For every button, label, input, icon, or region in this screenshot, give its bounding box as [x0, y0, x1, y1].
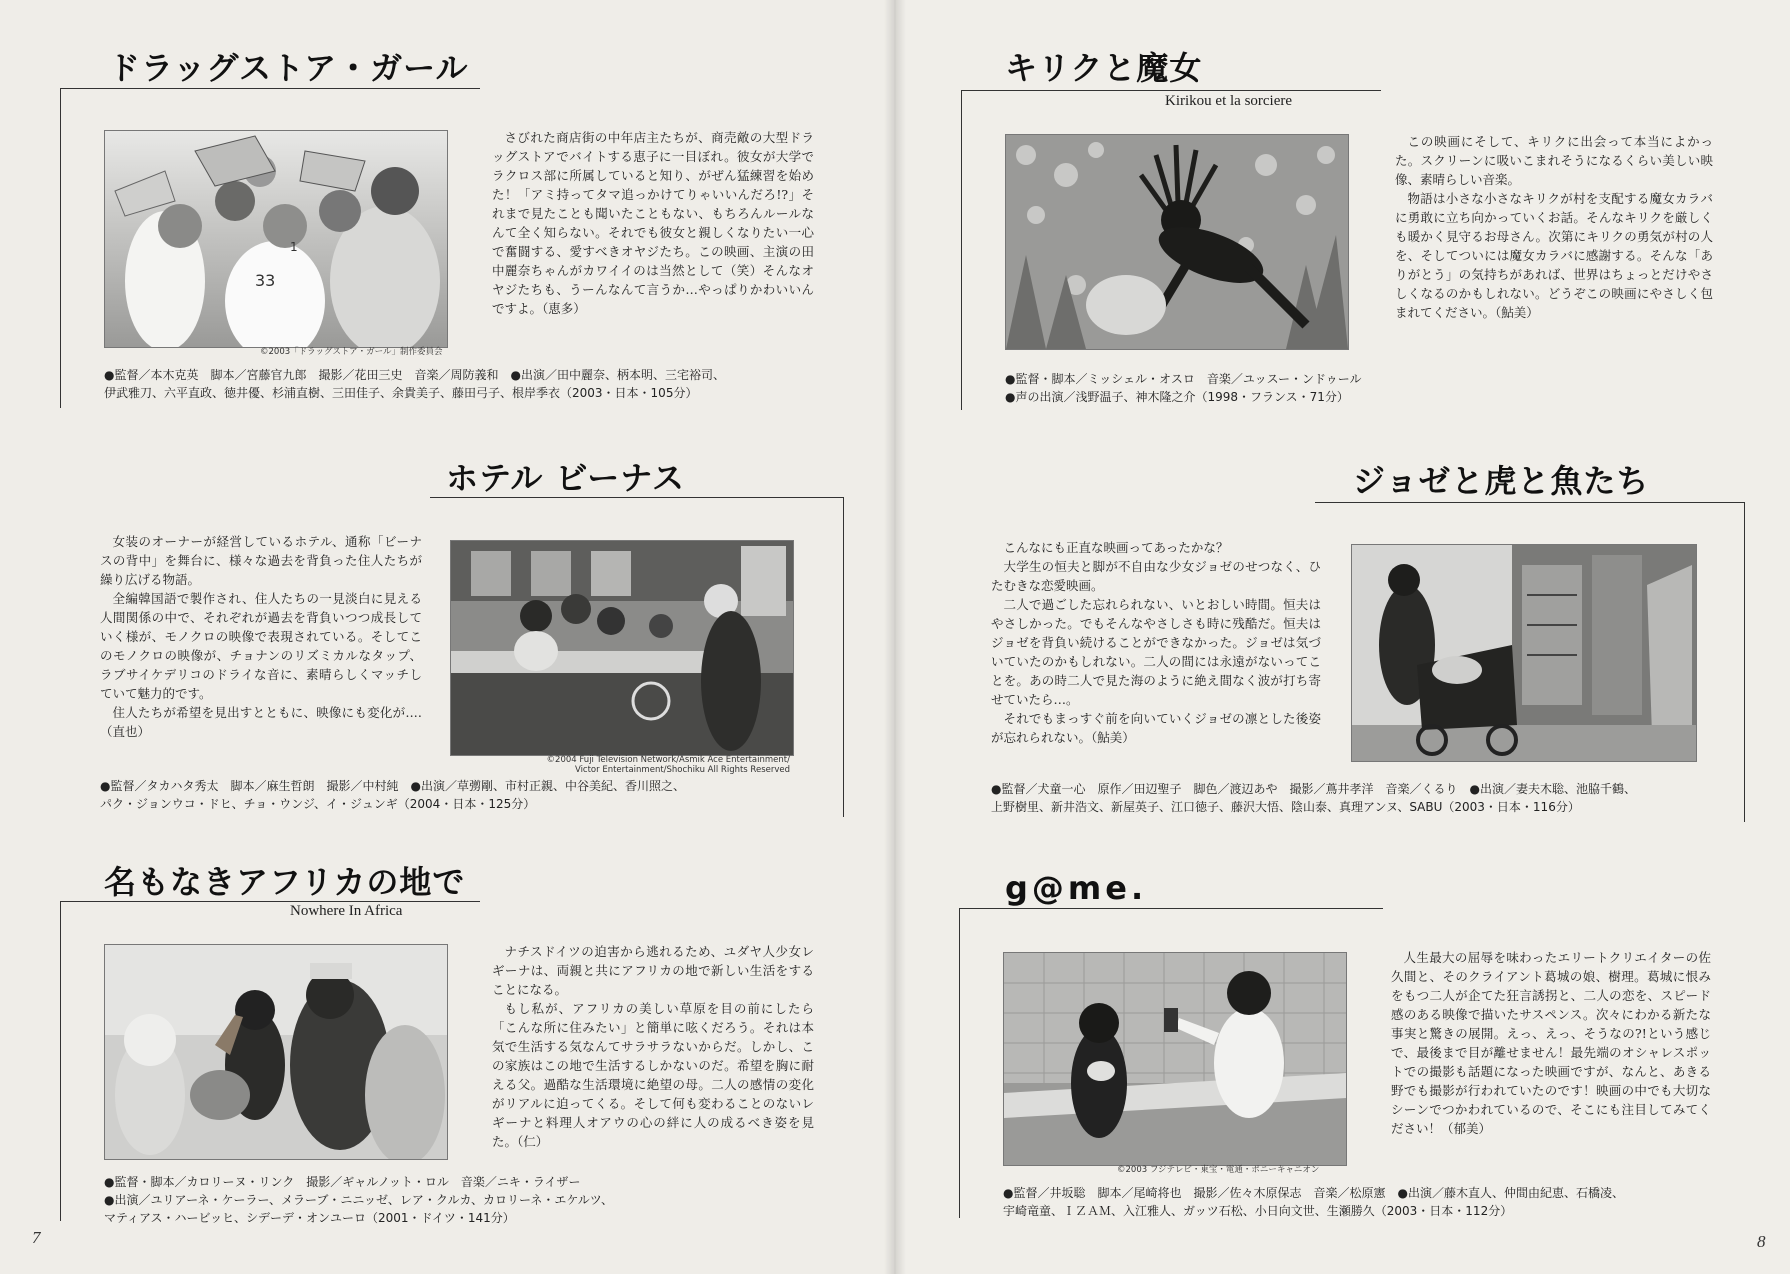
section-border-left: [961, 90, 962, 410]
photo-kirikou: [1005, 134, 1349, 350]
section-subtitle: Kirikou et la sorciere: [1165, 93, 1293, 109]
photo-caption: ©2004 Fuji Television Network/Asmik Ace Entertainment/ Victor Entertainment/Shochiku All Rights Reserved: [546, 755, 790, 775]
section-border-right: [843, 497, 844, 817]
photo-nowhere-in-africa: [104, 944, 448, 1160]
section-border-left: [60, 901, 61, 1221]
section-title: ドラッグストア・ガール: [108, 49, 469, 87]
section-title: 名もなきアフリカの地で: [104, 863, 466, 901]
credits: ●監督／タカハタ秀太 脚本／麻生哲朗 撮影／中村純 ●出演／草彅剛、市村正親、中谷美紀、香川照之、 パク・ジョンウコ・ドヒ、チョ・ウンジ、イ・ジュンギ（2004・日本・125分）: [100, 779, 685, 811]
svg-text:1: 1: [290, 240, 298, 254]
title-underline: [60, 88, 480, 89]
section-border-right: [1744, 502, 1745, 822]
title-underline: [1315, 502, 1745, 503]
section-border-left: [60, 88, 61, 408]
review-text: さびれた商店街の中年店主たちが、商売敵の大型ドラッグストアでバイトする恵子に一目ぼれ。彼女が大学でラクロス部に所属していると知り、がぜん猛練習を始めた！「アミ持ってタマ追っかけてりゃいいんだろ!?」それまで見たことも聞いたこともない、もちろんルールなんて全く知らない。それでも彼女と親しくなりたい一心で奮闘する、愛すべきオヤジたち。この映画、主演の田中麗奈ちゃんがカワイイのは当然として（笑）そんなオヤジたちも、うーんなんて言うか…やっぱりかわいいんですよ。（恵多）: [492, 130, 814, 316]
photo-game: [1003, 952, 1347, 1166]
credits: ●監督／本木克英 脚本／宮藤官九郎 撮影／花田三史 音楽／周防義和 ●出演／田中麗奈、柄本明、三宅裕司、 伊武雅刀、六平直政、徳井優、杉浦直樹、三田佳子、余貴美子、藤田弓子、根岸季衣（2003・日本・105分）: [104, 368, 725, 400]
section-title: ジョゼと虎と魚たち: [1353, 462, 1650, 500]
photo-josee: [1351, 544, 1697, 762]
review-text: ナチスドイツの迫害から逃れるため、ユダヤ人少女レギーナは、両親と共にアフリカの地で新しい生活をすることになる。 もし私が、アフリカの美しい草原を目の前にしたら「こんな所に住みたい」と簡単に呟くだろう。それは本気で生活する気なんてサラサラないからだ。しかし、この家族はこの地で生活するしかないのだ。希望を胸に耐える父。過酷な生活環境に絶望の母。二人の感情の変化がリアルに迫ってくる。そして何も変わることのないレギーナと料理人オアウの心の絆に人の成るべき姿を見た。（仁）: [492, 944, 814, 1149]
section-subtitle: Nowhere In Africa: [290, 903, 403, 919]
photo-caption: ©2003 フジテレビ・東宝・電通・ポニーキャニオン: [1117, 1165, 1320, 1175]
credits: ●監督／井坂聡 脚本／尾崎将也 撮影／佐々木原保志 音楽／松原憲 ●出演／藤木直人、仲間由紀恵、石橋凌、 宇崎竜童、ＩＺＡＭ、入江雅人、ガッツ石松、小日向文世、生瀬勝久（2003・日本・112分）: [1003, 1186, 1624, 1218]
section-title: ホテル ビーナス: [446, 459, 685, 497]
title-underline: [959, 908, 1383, 909]
review-text: 女装のオーナーが経営しているホテル、通称「ビーナスの背中」を舞台に、様々な過去を背負った住人たちが繰り広げる物語。 全編韓国語で製作され、住人たちの一見淡白に見える人間関係の中で、それぞれが過去を背負いつつ成長していく様が、モノクロの映像で表現されている。そしてこのモノクロの映像が、チョナンのリズミカルなタップ、ラブサイケデリコのドライな音に、素晴らしくマッチしていて魅力的です。 住人たちが希望を見出すとともに、映像にも変化が‥‥（直也）: [100, 534, 422, 739]
title-underline: [430, 497, 844, 498]
section-border-left: [959, 908, 960, 1218]
credits: ●監督・脚本／ミッシェル・オスロ 音楽／ユッスー・ンドゥール ●声の出演／浅野温子、神木隆之介（1998・フランス・71分）: [1005, 372, 1362, 404]
section-title: g@me.: [1005, 869, 1148, 907]
right-page: [895, 0, 1790, 1274]
book-gutter: [884, 0, 906, 1274]
title-underline: [961, 90, 1381, 91]
credits: ●監督・脚本／カロリーヌ・リンク 撮影／ギャルノット・ロル 音楽／ニキ・ライザー ●出演／ユリアーネ・ケーラー、メラーブ・ニニッゼ、レア・クルカ、カロリーネ・エケルツ、 マティアス・ハービッヒ、シデーデ・オンユーロ（2001・ドイツ・141分）: [104, 1175, 613, 1225]
photo-hotel-venus: [450, 540, 794, 756]
svg-text:33: 33: [255, 271, 276, 290]
review-text: この映画にそして、キリクに出会って本当によかった。スクリーンに吸いこまれそうになるくらい美しい映像、素晴らしい音楽。 物語は小さな小さなキリクが村を支配する魔女カラバに勇敢に立ち向かっていくお話。そんなキリクを厳しくも暖かく見守るお母さん。次第にキリクの勇気が村の人を、そしてついには魔女カラバに感謝する。そんな「ありがとう」の気持ちがあれば、世界はちょっとだけやさしくなるのかもしれない。どうぞこの映画にやさしく包まれてください。（鮎美）: [1395, 134, 1713, 320]
review-text: こんなにも正直な映画ってあったかな？ 大学生の恒夫と脚が不自由な少女ジョゼのせつなく、ひたむきな恋愛映画。 二人で過ごした忘れられない、いとおしい時間。恒夫はやさしかった。でもそんなやさしさも時に残酷だ。恒夫はジョゼを背負い続けることができなかった。ジョゼは気づいていたのかもしれない。二人の間には永遠がないってことを。あの時二人で見た海のように絶え間なく波が打ち寄せていたら…。 それでもまっすぐ前を向いていくジョゼの凛とした後姿が忘れられない。（鮎美）: [991, 540, 1321, 745]
page-number: 8: [1757, 1232, 1766, 1251]
photo-caption: ©2003「ドラッグストア・ガール」制作委員会: [260, 347, 443, 357]
photo-drugstore-girl: [104, 130, 448, 348]
title-underline: [60, 901, 480, 902]
section-title: キリクと魔女: [1005, 49, 1203, 87]
credits: ●監督／犬童一心 原作／田辺聖子 脚色／渡辺あや 撮影／蔦井孝洋 音楽／くるり ●出演／妻夫木聡、池脇千鶴、 上野樹里、新井浩文、新屋英子、江口徳子、藤沢大悟、陰山泰、真理アンヌ、SABU（2003・日本・116分）: [991, 782, 1636, 814]
review-text: 人生最大の屈辱を味わったエリートクリエイターの佐久間と、そのクライアント葛城の娘、樹理。葛城に恨みをもつ二人が企てた狂言誘拐と、二人の恋を、スピード感のある映像で描いたサスペンス。次々にわかる新たな事実と驚きの展開。えっ、えっ、そうなの?!という感じで、最後まで目が離せません！最先端のオシャレスポットでの撮影も話題になった映画ですが、なんと、あきる野でも撮影が行われていたのです！映画の中でも大切なシーンでつかわれているので、そこにも注目してみてください！（郁美）: [1391, 950, 1711, 1136]
page-number: 7: [32, 1228, 41, 1247]
